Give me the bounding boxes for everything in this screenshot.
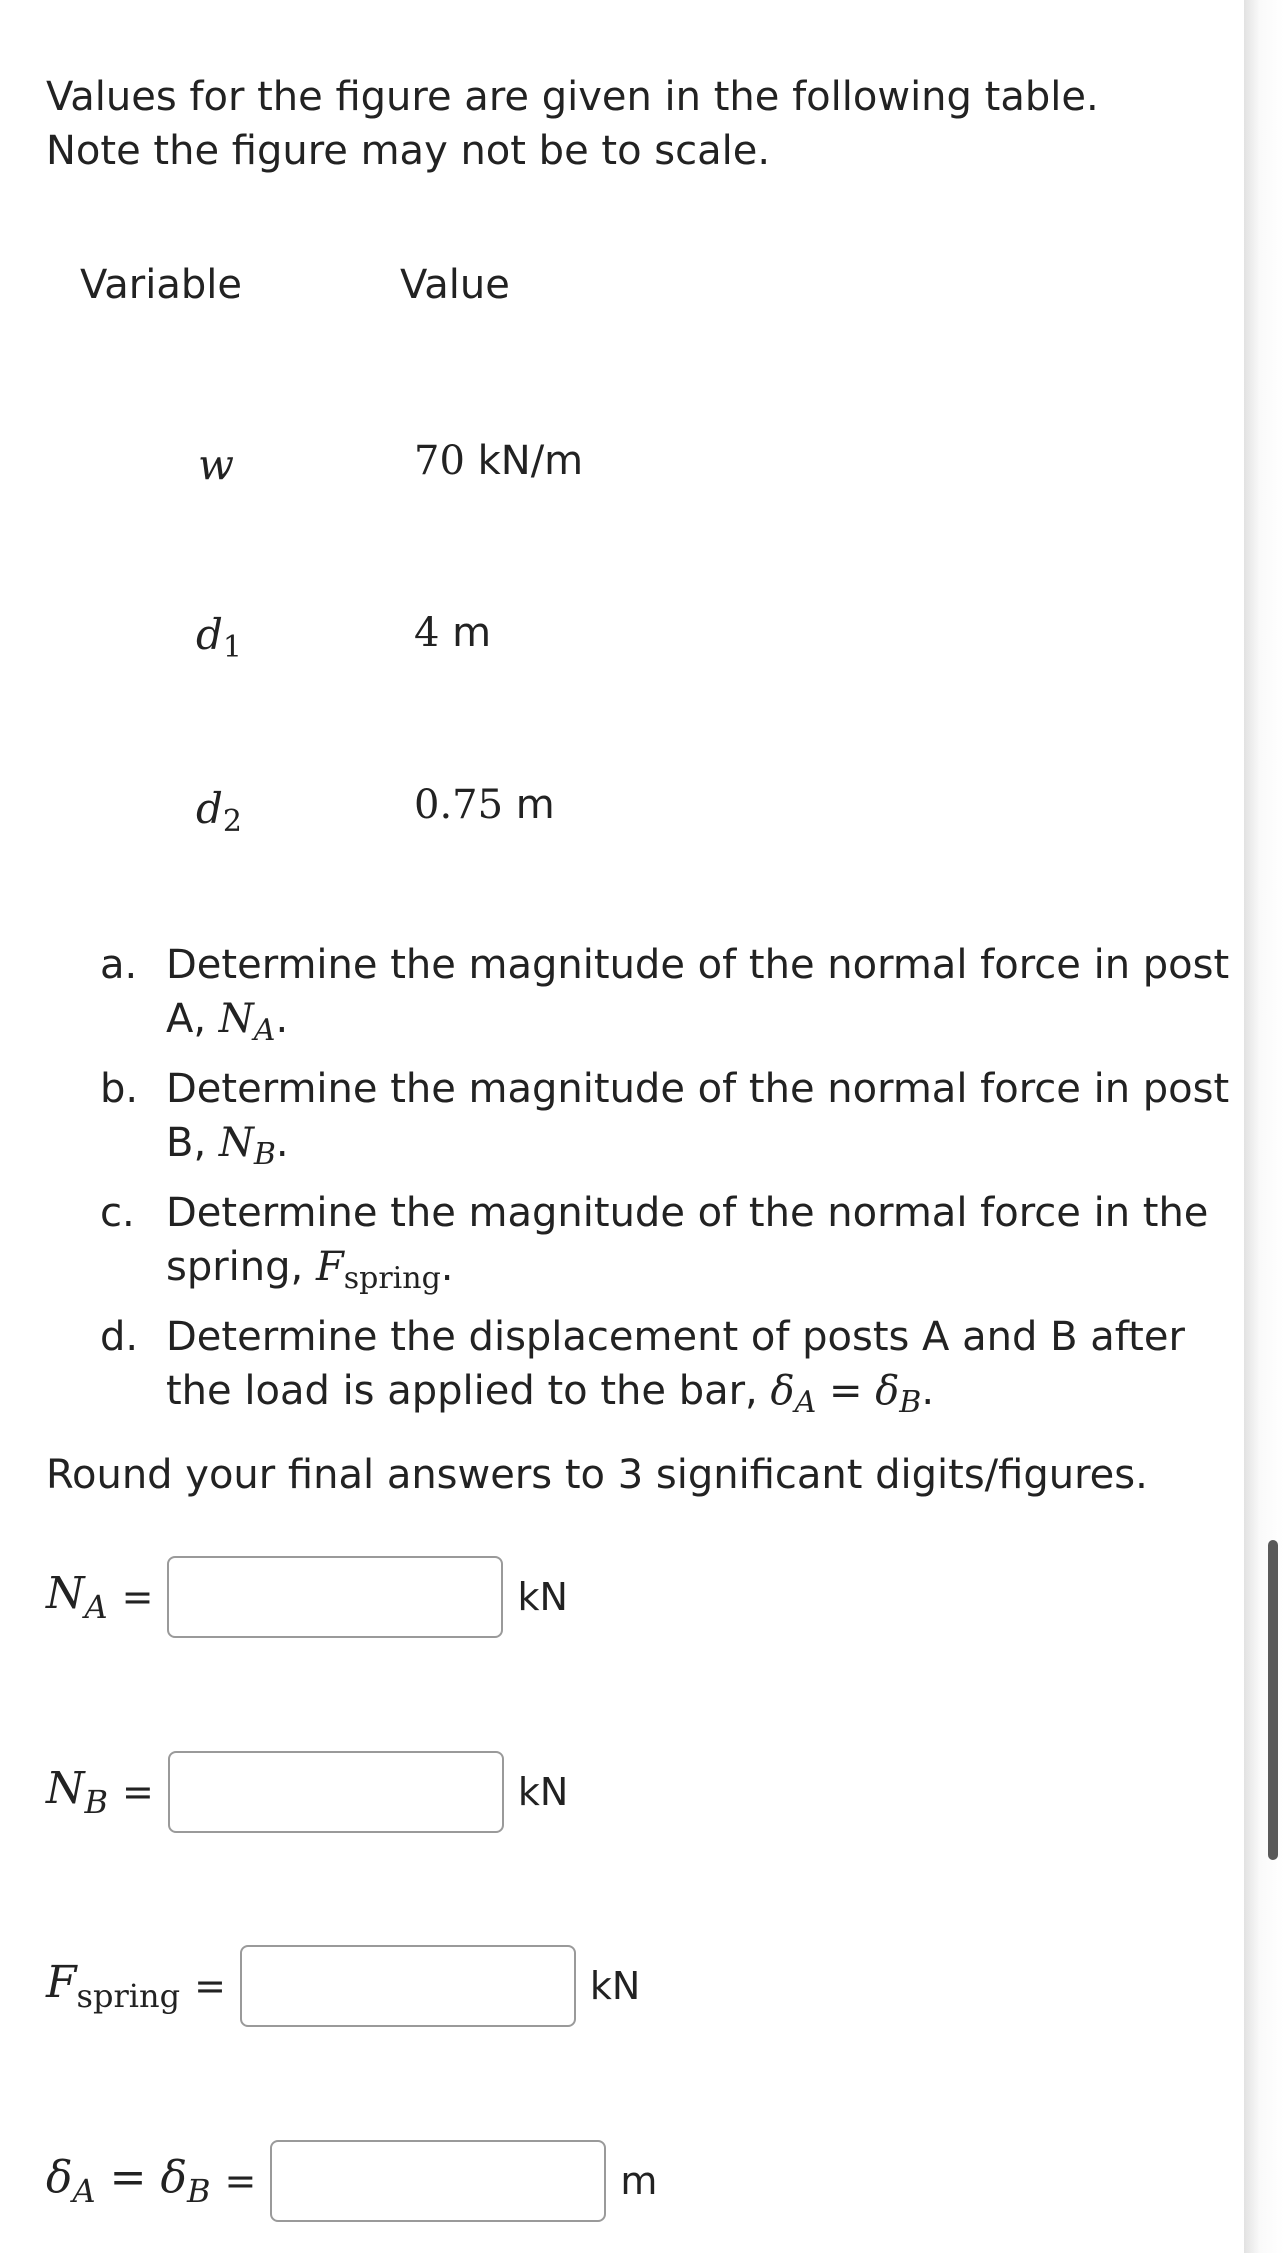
header-value: Value [400, 262, 510, 308]
part-c: c. Determine the magnitude of the normal force in the spring, $F_{spring}$. [100, 1190, 1209, 1296]
question-parts-list [100, 938, 1240, 1434]
vertical-scrollbar[interactable] [1244, 0, 1284, 2253]
answer-row-na: $N_A$ = kN [46, 1552, 568, 1642]
unit-fspring: kN [589, 1964, 641, 2008]
answer-label-nb: $N_B$ [46, 1763, 109, 1821]
unit-na: kN [517, 1575, 568, 1619]
variable-d2: $d_2$ [196, 784, 242, 839]
rounding-instruction: Round your final answers to 3 significant digits/figures. [46, 1452, 1148, 1498]
intro-text: Values for the figure are given in the following table. Note the figure may not be to scale. [46, 74, 1099, 174]
answer-input-na[interactable] [167, 1556, 503, 1638]
header-variable: Variable [80, 262, 242, 308]
answer-row-nb: $N_B$ = kN [46, 1747, 568, 1837]
unit-nb: kN [517, 1770, 569, 1814]
answer-input-delta[interactable] [270, 2140, 606, 2222]
variable-w: w [198, 440, 234, 489]
unit-delta: m [620, 2159, 658, 2203]
scrollbar-thumb[interactable] [1268, 1540, 1278, 1860]
answer-label-na: $N_A$ [46, 1568, 108, 1626]
answer-input-nb[interactable] [168, 1751, 504, 1833]
variable-d1: $d_1$ [196, 610, 242, 665]
answer-label-fspring: $F_{spring}$ [46, 1957, 181, 2015]
value-d1: 4 m [414, 610, 492, 656]
answer-row-delta: $\delta_A = \delta_B$ = m [46, 2136, 657, 2226]
value-w: 70 kN/m [414, 438, 584, 484]
value-d2: 0.75 m [414, 782, 555, 828]
answer-row-fspring: $F_{spring}$ = kN [46, 1941, 640, 2031]
part-d: d. Determine the displacement of posts A and B after the load is applied to the bar, $\delta_A = \delta_B$. [100, 1314, 1185, 1420]
answer-input-fspring[interactable] [240, 1945, 576, 2027]
part-b: b. Determine the magnitude of the normal force in post B, $N_B$. [100, 1066, 1230, 1172]
part-a: a. Determine the magnitude of the normal force in post A, $N_A$. [100, 942, 1230, 1048]
answer-label-delta: $\delta_A = \delta_B$ [46, 2152, 211, 2210]
